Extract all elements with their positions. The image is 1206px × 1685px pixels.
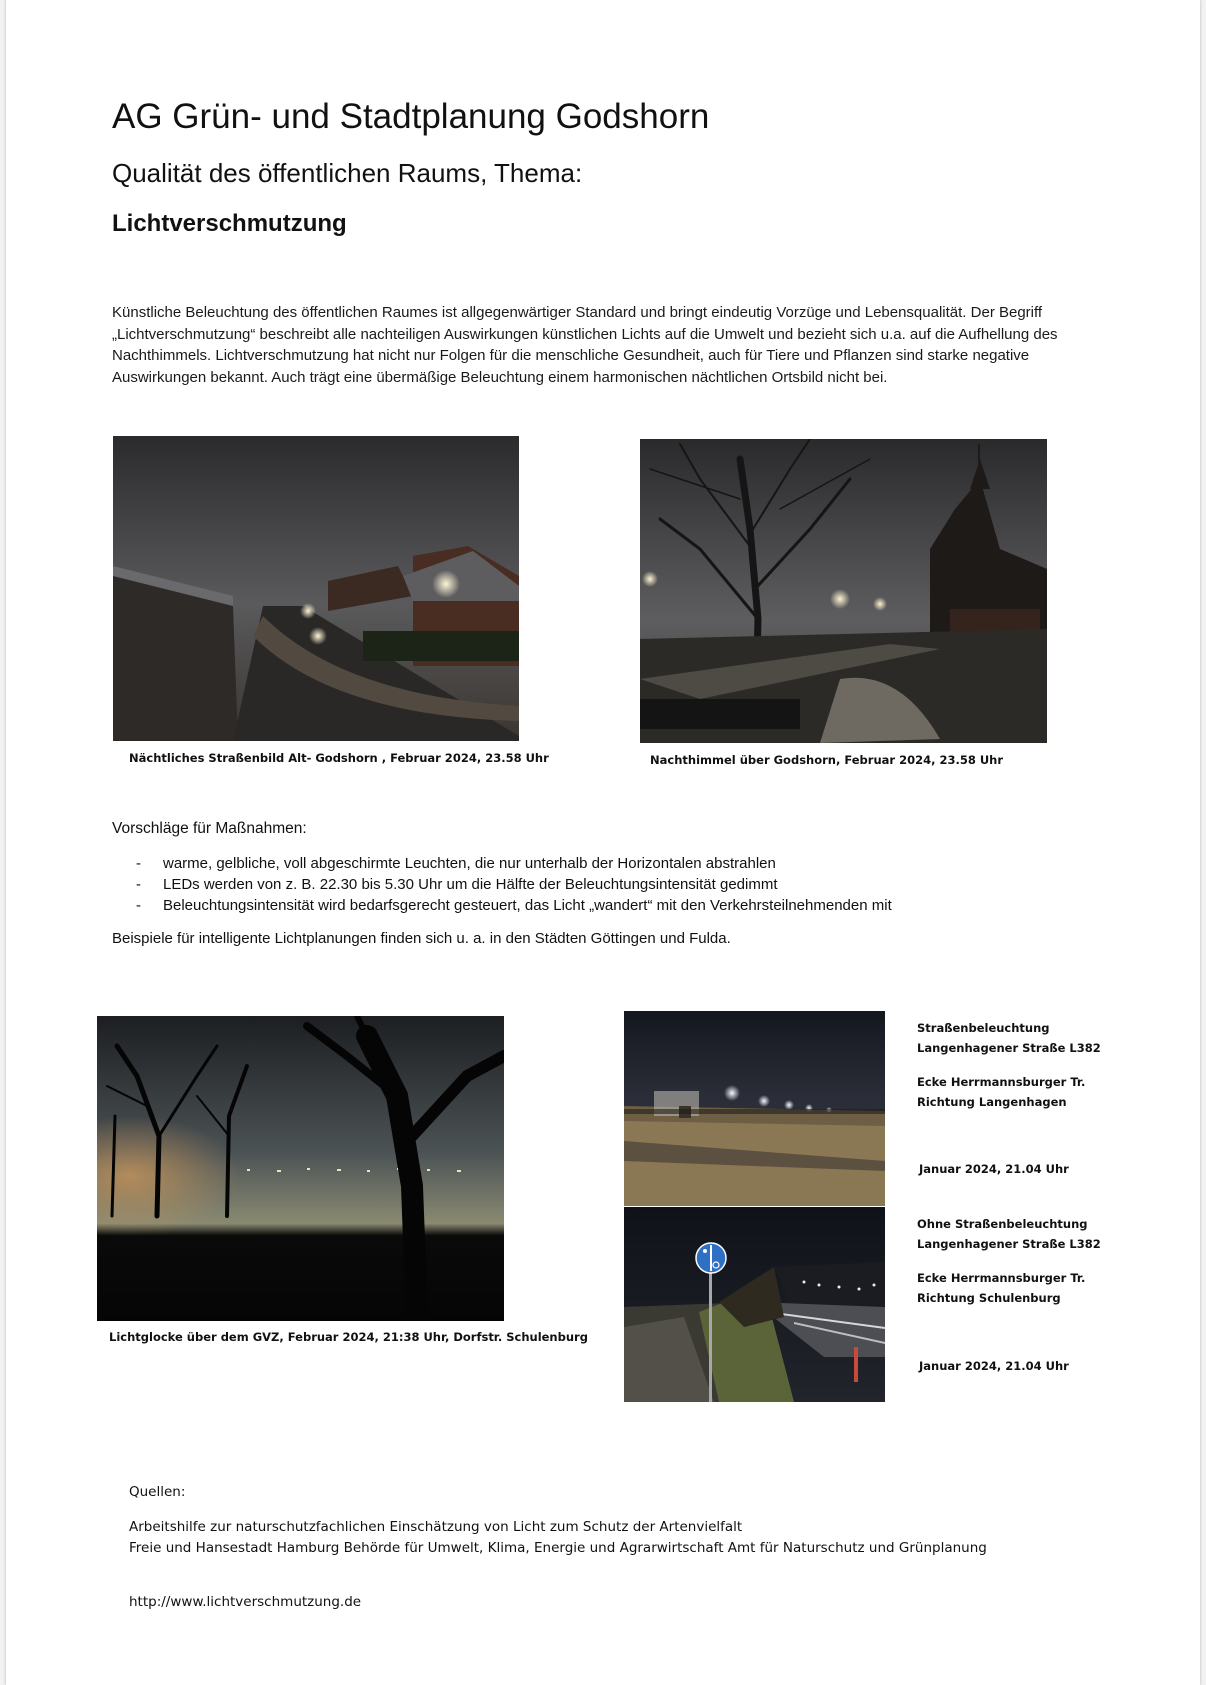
light-glow-photo [97, 1016, 504, 1321]
intro-paragraph: Künstliche Beleuchtung des öffentlichen Raumes ist allgegenwärtiger Standard und bringt eindeutig Vorzüge und Lebensqualität. Der Begriff „Lichtverschmutzung“ beschreibt alle nachteiligen Auswirkungen künstlichen Lichts auf die Umwelt und bezieht sich u.a. auf die Aufhellung des Nachthimmels. Lichtverschmutzung hat nicht nur Folgen für die menschliche Gesundheit, auch für Tiere und Pflanzen sind starke negative Auswirkungen bekannt. Auch trägt eine übermäßige Beleuchtung einem harmonischen nächtlichen Ortsbild nicht bei. [112, 304, 1058, 386]
measure-item: - warme, gelbliche, voll abgeschirmte Leuchten, die nur unterhalb der Horizontalen abstrahlen [136, 853, 892, 874]
unlit-road-image [624, 1207, 885, 1402]
document-page [6, 0, 1200, 1685]
sources-heading: Quellen: [129, 1484, 186, 1500]
page-title: AG Grün- und Stadtplanung Godshorn [112, 97, 710, 136]
lit-road-caption-line: Langenhagener Straße L382 [917, 1041, 1101, 1055]
topic-heading: Lichtverschmutzung [112, 210, 347, 237]
street-night-photo [113, 436, 519, 741]
source-url-link[interactable]: http://www.lichtverschmutzung.de [129, 1594, 362, 1610]
lit-road-photo [624, 1011, 885, 1206]
light-glow-image [97, 1016, 504, 1321]
unlit-road-date: Januar 2024, 21.04 Uhr [919, 1359, 1069, 1373]
unlit-road-caption-line: Richtung Schulenburg [917, 1291, 1061, 1305]
lit-road-caption [917, 1018, 1101, 1112]
unlit-road-caption-line: Langenhagener Straße L382 [917, 1237, 1101, 1251]
measure-item: - LEDs werden von z. B. 22.30 bis 5.30 Uhr um die Hälfte der Beleuchtungsintensität gedimmt [136, 874, 892, 895]
lit-road-caption-line: Straßenbeleuchtung [917, 1021, 1050, 1035]
measures-list [136, 853, 892, 916]
measures-heading: Vorschläge für Maßnahmen: [112, 820, 307, 837]
street-night-image [113, 436, 519, 741]
source-line: Freie und Hansestadt Hamburg Behörde für Umwelt, Klima, Energie und Agrarwirtschaft Amt für Naturschutz und Grünplanung [129, 1540, 987, 1556]
measure-item: - Beleuchtungsintensität wird bedarfsgerecht gesteuert, das Licht „wandert“ mit den Verkehrsteilnehmenden mit [136, 895, 892, 916]
source-line: Arbeitshilfe zur naturschutzfachlichen Einschätzung von Licht zum Schutz der Artenvielfalt [129, 1519, 743, 1535]
page-subtitle: Qualität des öffentlichen Raums, Thema: [112, 158, 583, 188]
lit-road-caption-line: Richtung Langenhagen [917, 1095, 1067, 1109]
unlit-road-caption [917, 1214, 1101, 1308]
unlit-road-caption-line: Ohne Straßenbeleuchtung [917, 1217, 1088, 1231]
lit-road-image [624, 1011, 885, 1206]
night-sky-photo [640, 439, 1047, 743]
lit-road-date: Januar 2024, 21.04 Uhr [919, 1162, 1069, 1176]
examples-text: Beispiele für intelligente Lichtplanungen finden sich u. a. in den Städten Göttingen und Fulda. [112, 930, 731, 947]
unlit-road-caption-line: Ecke Herrmannsburger Tr. [917, 1271, 1086, 1285]
street-photo-caption: Nächtliches Straßenbild Alt- Godshorn , Februar 2024, 23.58 Uhr [129, 751, 549, 765]
glow-photo-caption: Lichtglocke über dem GVZ, Februar 2024, 21:38 Uhr, Dorfstr. Schulenburg [109, 1330, 588, 1344]
unlit-road-photo [624, 1207, 885, 1402]
lit-road-caption-line: Ecke Herrmannsburger Tr. [917, 1075, 1086, 1089]
night-sky-image [640, 439, 1047, 743]
sky-photo-caption: Nachthimmel über Godshorn, Februar 2024, 23.58 Uhr [650, 753, 1004, 767]
